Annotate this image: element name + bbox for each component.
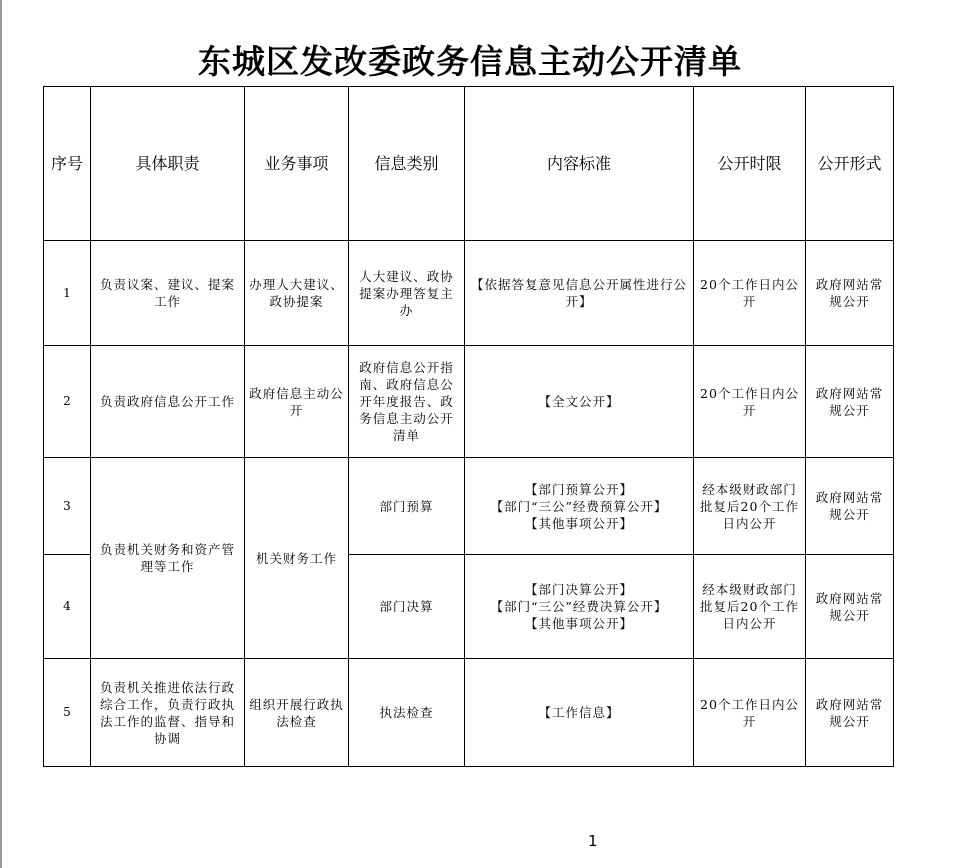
page-number: 1 xyxy=(588,832,598,850)
table-row xyxy=(44,241,894,346)
row-time-limit: 20个工作日内公开 xyxy=(694,241,806,346)
table-row xyxy=(44,346,894,458)
row-category: 政府信息公开指南、政府信息公开年度报告、政务信息主动公开清单 xyxy=(349,346,465,458)
row-time-limit: 经本级财政部门批复后20个工作日内公开 xyxy=(694,458,806,555)
standard-line: 【其他事项公开】 xyxy=(524,616,633,631)
row-matter: 组织开展行政执法检查 xyxy=(245,659,349,767)
header-form: 公开形式 xyxy=(806,87,894,241)
row-standard: 【依据答复意见信息公开属性进行公开】 xyxy=(465,241,694,346)
row-standard: 【工作信息】 xyxy=(465,659,694,767)
page-left-edge xyxy=(0,0,2,868)
row-matter: 政府信息主动公开 xyxy=(245,346,349,458)
standard-line: 【部门“三公”经费决算公开】 xyxy=(490,599,668,614)
row-duty: 负责议案、建议、提案工作 xyxy=(91,241,245,346)
row-standard xyxy=(465,555,694,659)
standard-line: 【部门预算公开】 xyxy=(524,481,633,497)
header-duty: 具体职责 xyxy=(91,87,245,241)
row-index: 5 xyxy=(44,659,91,767)
row-category: 人大建议、政协提案办理答复主办 xyxy=(349,241,465,346)
row-form: 政府网站常规公开 xyxy=(806,346,894,458)
row-index: 1 xyxy=(44,241,91,346)
row-category: 执法检查 xyxy=(349,659,465,767)
row-time-limit: 20个工作日内公开 xyxy=(694,659,806,767)
row-form: 政府网站常规公开 xyxy=(806,659,894,767)
row-index: 4 xyxy=(44,555,91,659)
row-category: 部门预算 xyxy=(349,458,465,555)
header-index: 序号 xyxy=(44,87,91,241)
row-standard: 【全文公开】 xyxy=(465,346,694,458)
row-duty: 负责机关财务和资产管理等工作 xyxy=(91,458,245,659)
row-matter: 办理人大建议、政协提案 xyxy=(245,241,349,346)
row-form: 政府网站常规公开 xyxy=(806,458,894,555)
row-matter: 机关财务工作 xyxy=(245,458,349,659)
header-matter: 业务事项 xyxy=(245,87,349,241)
row-time-limit: 经本级财政部门批复后20个工作日内公开 xyxy=(694,555,806,659)
page-title: 东城区发改委政务信息主动公开清单 xyxy=(198,42,742,81)
table-row xyxy=(44,458,894,555)
row-duty: 负责政府信息公开工作 xyxy=(91,346,245,458)
row-standard xyxy=(465,458,694,555)
standard-line: 【部门决算公开】 xyxy=(524,582,633,597)
row-category: 部门决算 xyxy=(349,555,465,659)
table-header-row xyxy=(44,87,894,241)
header-standard: 内容标准 xyxy=(465,87,694,241)
row-index: 3 xyxy=(44,458,91,555)
row-index: 2 xyxy=(44,346,91,458)
standard-line: 【部门“三公”经费预算公开】 xyxy=(490,498,668,514)
table-row xyxy=(44,659,894,767)
header-time-limit: 公开时限 xyxy=(694,87,806,241)
row-duty: 负责机关推进依法行政综合工作，负责行政执法工作的监督、指导和协调 xyxy=(91,659,245,767)
disclosure-table xyxy=(43,86,894,767)
row-form: 政府网站常规公开 xyxy=(806,241,894,346)
header-category: 信息类别 xyxy=(349,87,465,241)
standard-line: 【其他事项公开】 xyxy=(524,515,633,531)
row-time-limit: 20个工作日内公开 xyxy=(694,346,806,458)
row-form: 政府网站常规公开 xyxy=(806,555,894,659)
